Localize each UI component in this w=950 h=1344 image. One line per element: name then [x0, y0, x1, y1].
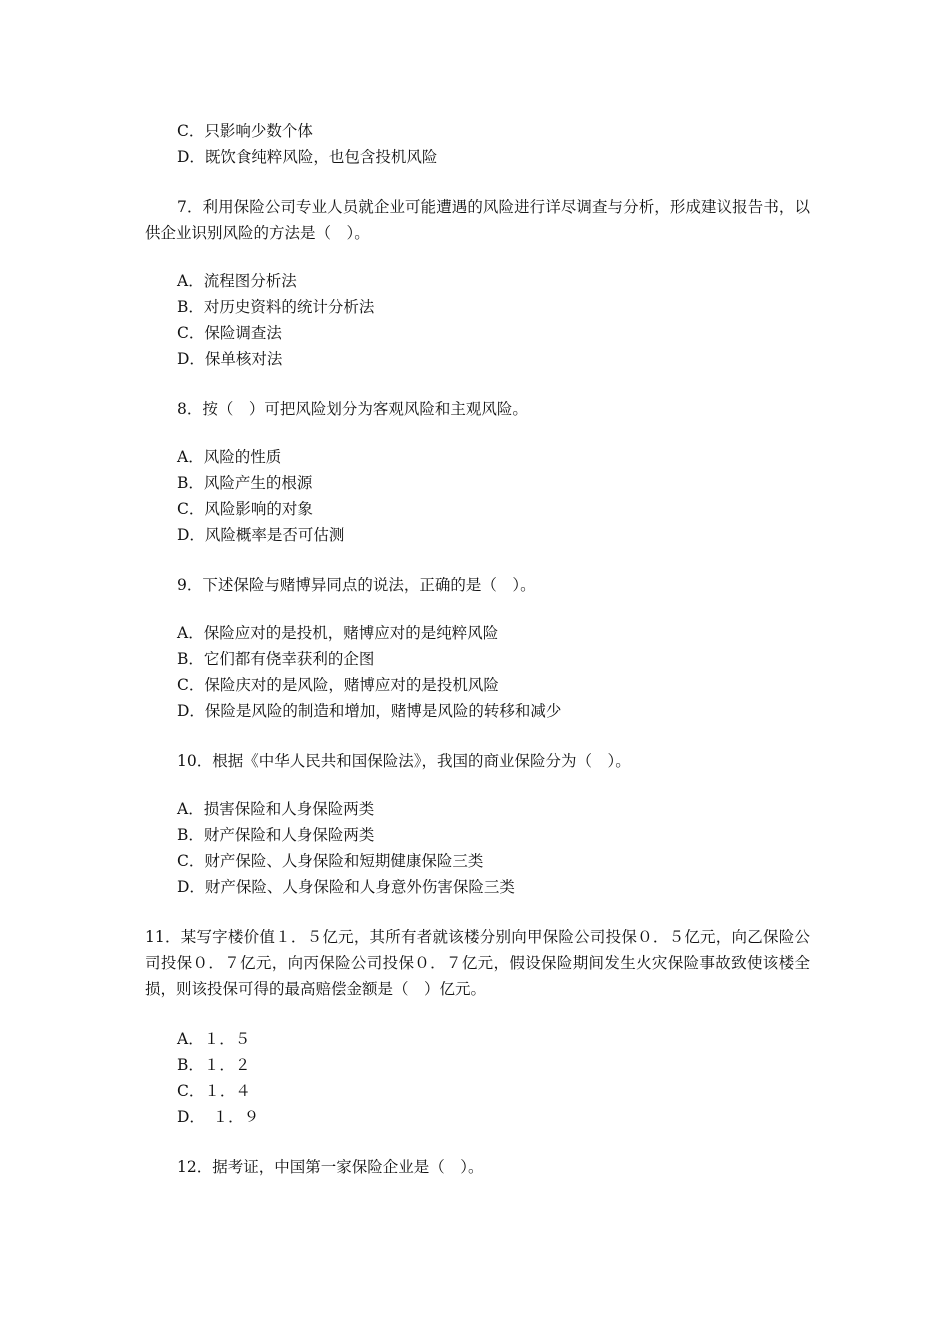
option-b: B．对历史资料的统计分析法: [177, 298, 375, 316]
option-b: B．它们都有侥幸获利的企图: [177, 650, 375, 668]
option-a: A．流程图分析法: [177, 272, 297, 290]
option-b: B．风险产生的根源: [177, 474, 313, 492]
question-10: 10．根据《中华人民共和国保险法》，我国的商业保险分为（ ）。: [177, 752, 631, 770]
option-d: D．风险概率是否可估测: [177, 526, 345, 544]
option-c: C．只影响少数个体: [177, 122, 313, 140]
option-d: D．财产保险、人身保险和人身意外伤害保险三类: [177, 878, 515, 896]
option-a: A．损害保险和人身保险两类: [177, 800, 375, 818]
question-11: 11．某写字楼价值１．５亿元，其所有者就该楼分别向甲保险公司投保０．５亿元，向乙保险公司投保０．７亿元，向丙保险公司投保０．７亿元，假设保险期间发生火灾保险事故致使该楼全损，则该投保可得的最高赔偿金额是（ ）亿元。: [145, 928, 810, 998]
option-a: A．保险应对的是投机，赌博应对的是纯粹风险: [177, 624, 499, 642]
option-d: D．保单核对法: [177, 350, 283, 368]
option-b: B．１．２: [177, 1056, 251, 1074]
option-c: C．保险调查法: [177, 324, 282, 342]
option-a: A．风险的性质: [177, 448, 282, 466]
option-d: D． １．９: [177, 1108, 260, 1126]
question-7: 7．利用保险公司专业人员就企业可能遭遇的风险进行详尽调查与分析，形成建议报告书，以供企业识别风险的方法是（ ）。: [145, 198, 810, 242]
question-8: 8．按（ ）可把风险划分为客观风险和主观风险。: [177, 400, 528, 418]
option-a: A．１．５: [177, 1030, 251, 1048]
option-c: C．风险影响的对象: [177, 500, 313, 518]
option-c: C．财产保险、人身保险和短期健康保险三类: [177, 852, 484, 870]
option-d: D．保险是风险的制造和增加，赌博是风险的转移和减少: [177, 702, 562, 720]
question-12: 12．据考证，中国第一家保险企业是（ ）。: [177, 1158, 484, 1176]
option-c: C．保险庆对的是风险，赌博应对的是投机风险: [177, 676, 499, 694]
question-9: 9．下述保险与赌博异同点的说法，正确的是（ ）。: [177, 576, 536, 594]
option-b: B．财产保险和人身保险两类: [177, 826, 375, 844]
option-c: C．１．４: [177, 1082, 251, 1100]
option-d: D．既饮食纯粹风险，也包含投机风险: [177, 148, 438, 166]
